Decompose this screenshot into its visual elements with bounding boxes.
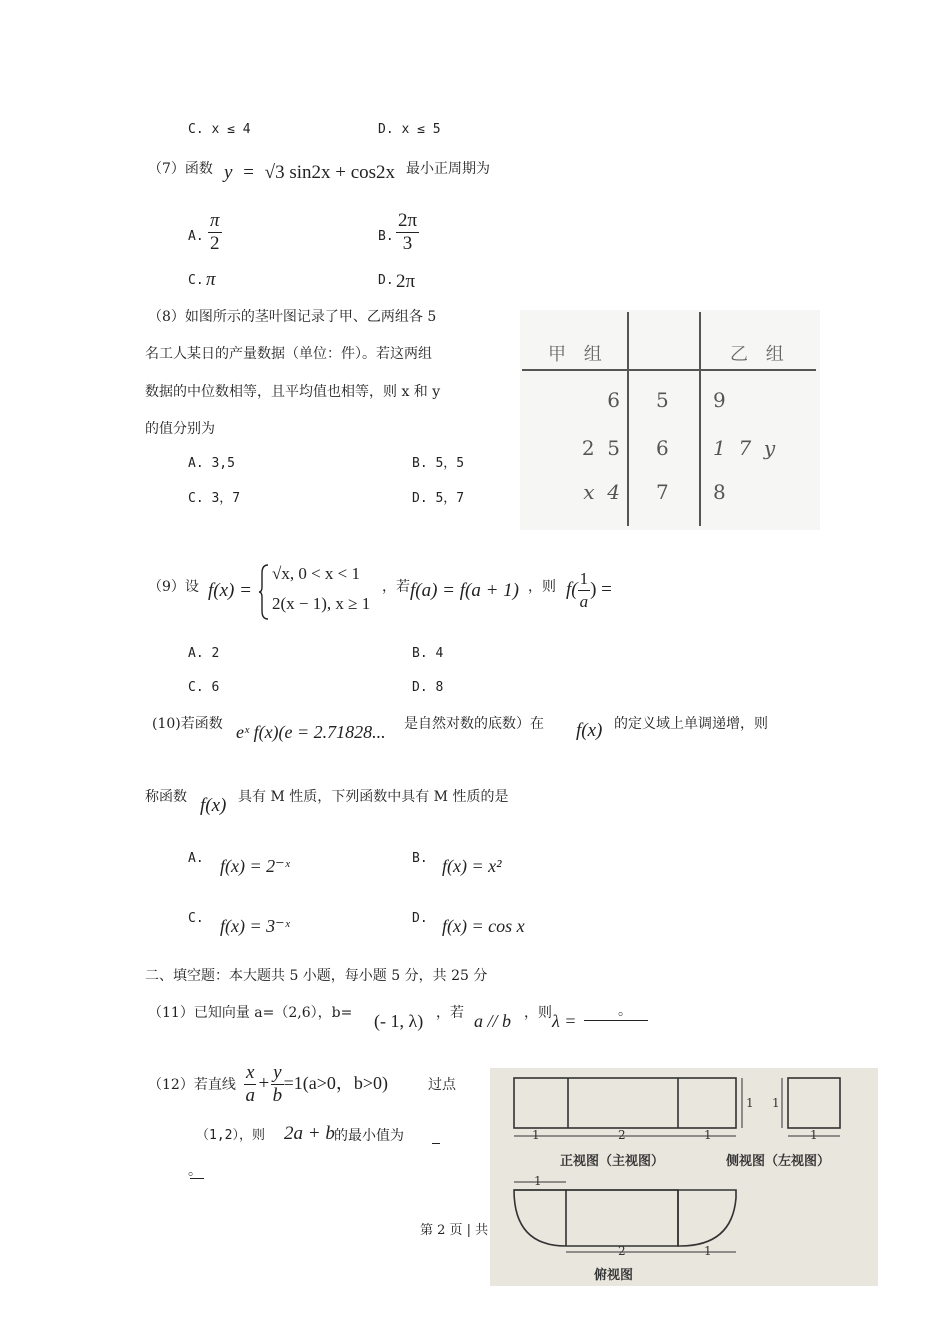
q9-fx-text: f(x) = xyxy=(208,580,252,601)
q7-expression xyxy=(224,162,395,184)
q12-end: 。 xyxy=(188,1163,202,1179)
front-view-label: 正视图（主视图） xyxy=(560,1154,665,1169)
q10-mid: 是自然对数的底数）在 xyxy=(404,716,544,732)
q10-option-c-expr: f(x) = 3⁻ˣ xyxy=(220,916,290,936)
q10-line2-pre: 称函数 xyxy=(145,789,187,805)
stem-leaf-row1-left: 6 xyxy=(607,388,620,412)
q9-option-c: C. 6 xyxy=(188,680,220,695)
q9-mid: ，若 xyxy=(382,579,410,595)
q9-number: （9）设 xyxy=(148,579,199,595)
q9-option-b: B. 4 xyxy=(412,646,444,661)
q7-a-num: π xyxy=(210,210,220,231)
q11-then: ，则 xyxy=(524,1005,552,1021)
stem-leaf-row2-right: 1 7 y xyxy=(713,436,776,460)
q10-option-b-label: B. xyxy=(412,851,428,866)
q9-fx xyxy=(208,580,252,602)
q10-option-b-expr: f(x) = x² xyxy=(442,856,502,876)
q6-option-d: D. x ≤ 5 xyxy=(378,122,441,137)
front-dim-height: 1 xyxy=(746,1096,754,1110)
q7-expr-y: y xyxy=(224,162,233,183)
q12-line2-tail: 的最小值为 xyxy=(334,1128,404,1144)
q9-option-d: D. 8 xyxy=(412,680,444,695)
q8-line-4: 的值分别为 xyxy=(145,421,215,437)
q10-fx: f(x) xyxy=(576,720,603,741)
q7-option-b-frac xyxy=(396,210,419,255)
q11-mid: ，若 xyxy=(436,1005,464,1021)
q8-line-3: 数据的中位数相等，且平均值也相等，则 x 和 y xyxy=(145,384,441,400)
stem-leaf-row3-left: x 4 xyxy=(583,480,620,504)
stem-leaf-row3-right: 8 xyxy=(713,480,726,504)
q12-frac1-den: a xyxy=(245,1085,255,1106)
stem-leaf-row2-stem: 6 xyxy=(656,436,669,460)
q9-ask-den: a xyxy=(579,592,589,611)
q12-pre: （12）若直线 xyxy=(148,1077,236,1093)
stem-leaf-row3-stem: 7 xyxy=(656,480,669,504)
front-dim-middle: 2 xyxy=(618,1128,626,1142)
q11-b-vector: (- 1, λ) xyxy=(374,1011,424,1031)
q12-end-underline xyxy=(190,1178,204,1179)
q10-option-a-label: A. xyxy=(188,851,204,866)
section-2-heading: 二、填空题：本大题共 5 小题，每小题 5 分，共 25 分 xyxy=(145,968,488,984)
top-dim-middle: 2 xyxy=(618,1244,626,1258)
q9-option-a: A. 2 xyxy=(188,646,220,661)
q9-then: ，则 xyxy=(528,579,556,595)
q7-expr-rhs: √3 sin2x + cos2x xyxy=(264,162,396,183)
stem-leaf-header-left: 甲 组 xyxy=(548,344,608,365)
q9-case-1: √x, 0 < x < 1 xyxy=(272,564,361,583)
side-dim-height: 1 xyxy=(772,1096,780,1110)
q12-frac1-num: x xyxy=(246,1062,255,1083)
q8-line-1: （8）如图所示的茎叶图记录了甲、乙两组各 5 xyxy=(148,309,437,325)
front-dim-right: 1 xyxy=(704,1128,712,1142)
top-view-label: 俯视图 xyxy=(594,1268,634,1283)
q11-condition: a // b xyxy=(474,1011,512,1031)
q10-option-a-expr: f(x) = 2⁻ˣ xyxy=(220,856,290,876)
q12-answer-blank[interactable] xyxy=(432,1127,440,1144)
top-dim-left: 1 xyxy=(534,1174,542,1188)
q11-end: 。 xyxy=(618,1003,632,1019)
q7-option-a-frac xyxy=(208,210,222,255)
q7-option-c-value: π xyxy=(206,269,216,290)
side-view-label: 侧视图（左视图） xyxy=(726,1154,831,1169)
q8-option-d: D. 5，7 xyxy=(412,491,465,506)
q10-line2-tail: 具有 M 性质，下列函数中具有 M 性质的是 xyxy=(238,789,509,805)
side-dim-width: 1 xyxy=(810,1128,818,1142)
q7-option-d-label: D. xyxy=(378,273,394,288)
q10-option-d-expr: f(x) = cos x xyxy=(442,916,525,936)
q7-expr-eq: = xyxy=(243,162,254,183)
q7-a-den: 2 xyxy=(210,233,220,254)
q7-tail: 最小正周期为 xyxy=(406,161,490,177)
q10-expr: eˣ f(x)(e = 2.71828... xyxy=(236,722,386,742)
stem-leaf-header-right: 乙 组 xyxy=(730,344,790,365)
q12-line2-pre: （1,2），则 xyxy=(196,1128,265,1143)
q7-option-c-label: C. xyxy=(188,273,204,288)
three-view-drawing xyxy=(490,1068,878,1286)
q7-option-b-label: B. xyxy=(378,229,394,244)
stem-leaf-row2-left: 2 5 xyxy=(581,436,620,460)
q9-case-2: 2(x − 1), x ≥ 1 xyxy=(272,594,371,613)
q7-b-den: 3 xyxy=(402,233,413,254)
q8-option-a: A. 3,5 xyxy=(188,456,235,471)
front-dim-left: 1 xyxy=(532,1128,540,1142)
q12-frac2-den: b xyxy=(272,1085,283,1106)
q10-option-c-label: C. xyxy=(188,911,204,926)
q7-b-num: 2π xyxy=(398,210,418,231)
q7-option-a-label: A. xyxy=(188,229,204,244)
stem-leaf-row1-right: 9 xyxy=(713,388,726,412)
top-dim-right: 1 xyxy=(704,1244,712,1258)
q9-ask-num: 1 xyxy=(578,568,591,591)
stem-leaf-row1-stem: 5 xyxy=(656,388,669,412)
q8-option-c: C. 3，7 xyxy=(188,491,241,506)
q9-ask-pre: f( xyxy=(566,578,578,600)
q9-condition: f(a) = f(a + 1) xyxy=(410,580,520,601)
q12-line-expr xyxy=(244,1062,388,1107)
q7-number: （7）函数 xyxy=(148,161,213,177)
q11-answer-blank[interactable] xyxy=(584,1002,648,1021)
q6-option-c: C. x ≤ 4 xyxy=(188,122,251,137)
q12-rest: =1(a>0，b>0) xyxy=(283,1072,389,1093)
q11-lambda: λ = xyxy=(552,1011,577,1031)
q8-option-b: B. 5，5 xyxy=(412,456,465,471)
q10-pre: (10)若函数 xyxy=(152,716,223,732)
q11-pre: （11）已知向量 a=（2,6），b= xyxy=(148,1005,353,1021)
page-footer: 第 2 页 | 共 xyxy=(420,1223,489,1238)
q12-line2-expr: 2a + b xyxy=(284,1123,335,1144)
q12-tail: 过点 xyxy=(428,1077,456,1093)
q9-brace xyxy=(258,563,270,621)
q9-ask xyxy=(566,568,612,613)
q12-frac2-num: y xyxy=(273,1062,282,1083)
q10-line2-fx: f(x) xyxy=(200,795,227,816)
q10-option-d-label: D. xyxy=(412,911,428,926)
stem-leaf-figure xyxy=(520,310,820,530)
q10-tail: 的定义域上单调递增，则 xyxy=(614,716,768,732)
three-view-figure xyxy=(490,1068,878,1286)
q12-plus: + xyxy=(258,1072,270,1094)
q8-line-2: 名工人某日的产量数据（单位：件）。若这两组 xyxy=(145,346,432,362)
q9-ask-post: ) = xyxy=(590,578,612,600)
q7-option-d-value: 2π xyxy=(396,271,416,292)
